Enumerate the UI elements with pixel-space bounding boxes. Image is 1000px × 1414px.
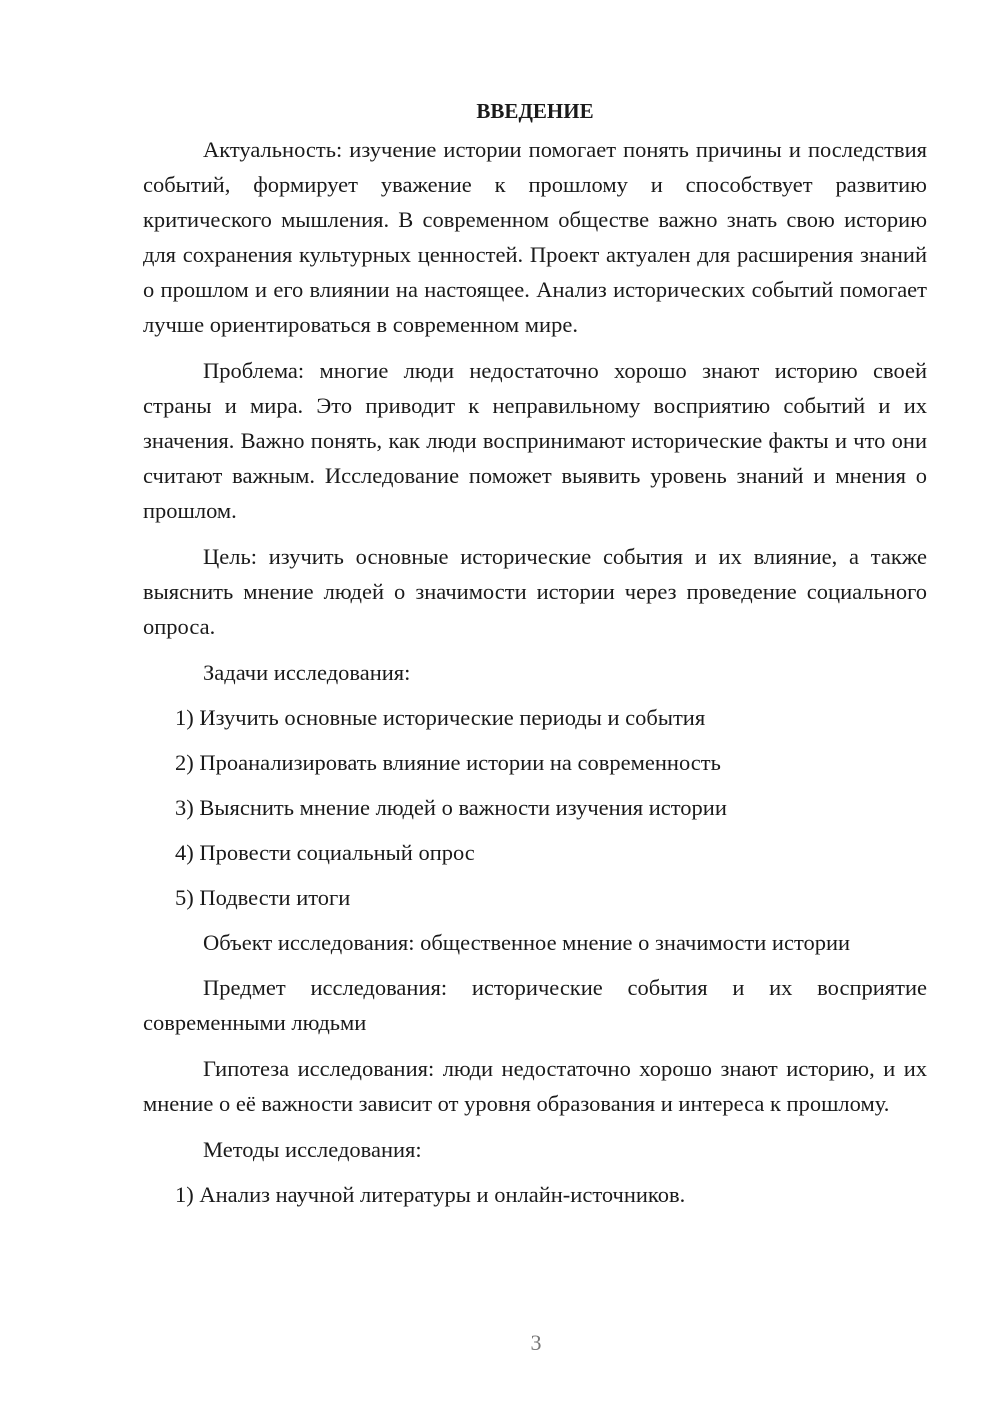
task-item: 4) Провести социальный опрос — [175, 840, 475, 865]
hypothesis-paragraph: Гипотеза исследования: люди недостаточно хорошо знают историю, и их мнение о её важности зависит от уровня образования и интереса к прошлому. — [143, 1056, 927, 1116]
goal-paragraph: Цель: изучить основные исторические события и их влияние, а также выяснить мнение людей о значимости истории через проведение социального опроса. — [143, 544, 927, 639]
task-item: 3) Выяснить мнение людей о важности изучения истории — [175, 795, 727, 820]
object-paragraph: Объект исследования: общественное мнение о значимости истории — [203, 930, 851, 955]
method-item: 1) Анализ научной литературы и онлайн-источников. — [175, 1182, 686, 1207]
page-number: 3 — [530, 1330, 542, 1355]
tasks-list — [143, 700, 927, 915]
methods-list — [143, 1177, 927, 1212]
task-item: 5) Подвести итоги — [175, 885, 351, 910]
problem-paragraph: Проблема: многие люди недостаточно хорошо знают историю своей страны и мира. Это приводит к неправильному восприятию событий и их значения. Важно понять, как люди воспринимают исторические факты и что они считают важным. Исследование поможет выявить уровень знаний и мнения о прошлом. — [143, 358, 927, 523]
task-item: 1) Изучить основные исторические периоды и события — [175, 705, 706, 730]
task-item: 2) Проанализировать влияние истории на современность — [175, 750, 721, 775]
relevance-paragraph: Актуальность: изучение истории помогает понять причины и последствия событий, формирует уважение к прошлому и способствует развитию критического мышления. В современном обществе важно знать свою историю для сохранения культурных ценностей. Проект актуален для расширения знаний о прошлом и его влиянии на настоящее. Анализ исторических событий помогает лучше ориентироваться в современном мире. — [143, 137, 927, 337]
methods-heading: Методы исследования: — [203, 1137, 422, 1162]
subject-paragraph: Предмет исследования: исторические события и их восприятие современными людьми — [143, 975, 927, 1035]
section-title: ВВЕДЕНИЕ — [476, 99, 594, 123]
document-page — [143, 92, 927, 1222]
tasks-heading: Задачи исследования: — [203, 660, 411, 685]
